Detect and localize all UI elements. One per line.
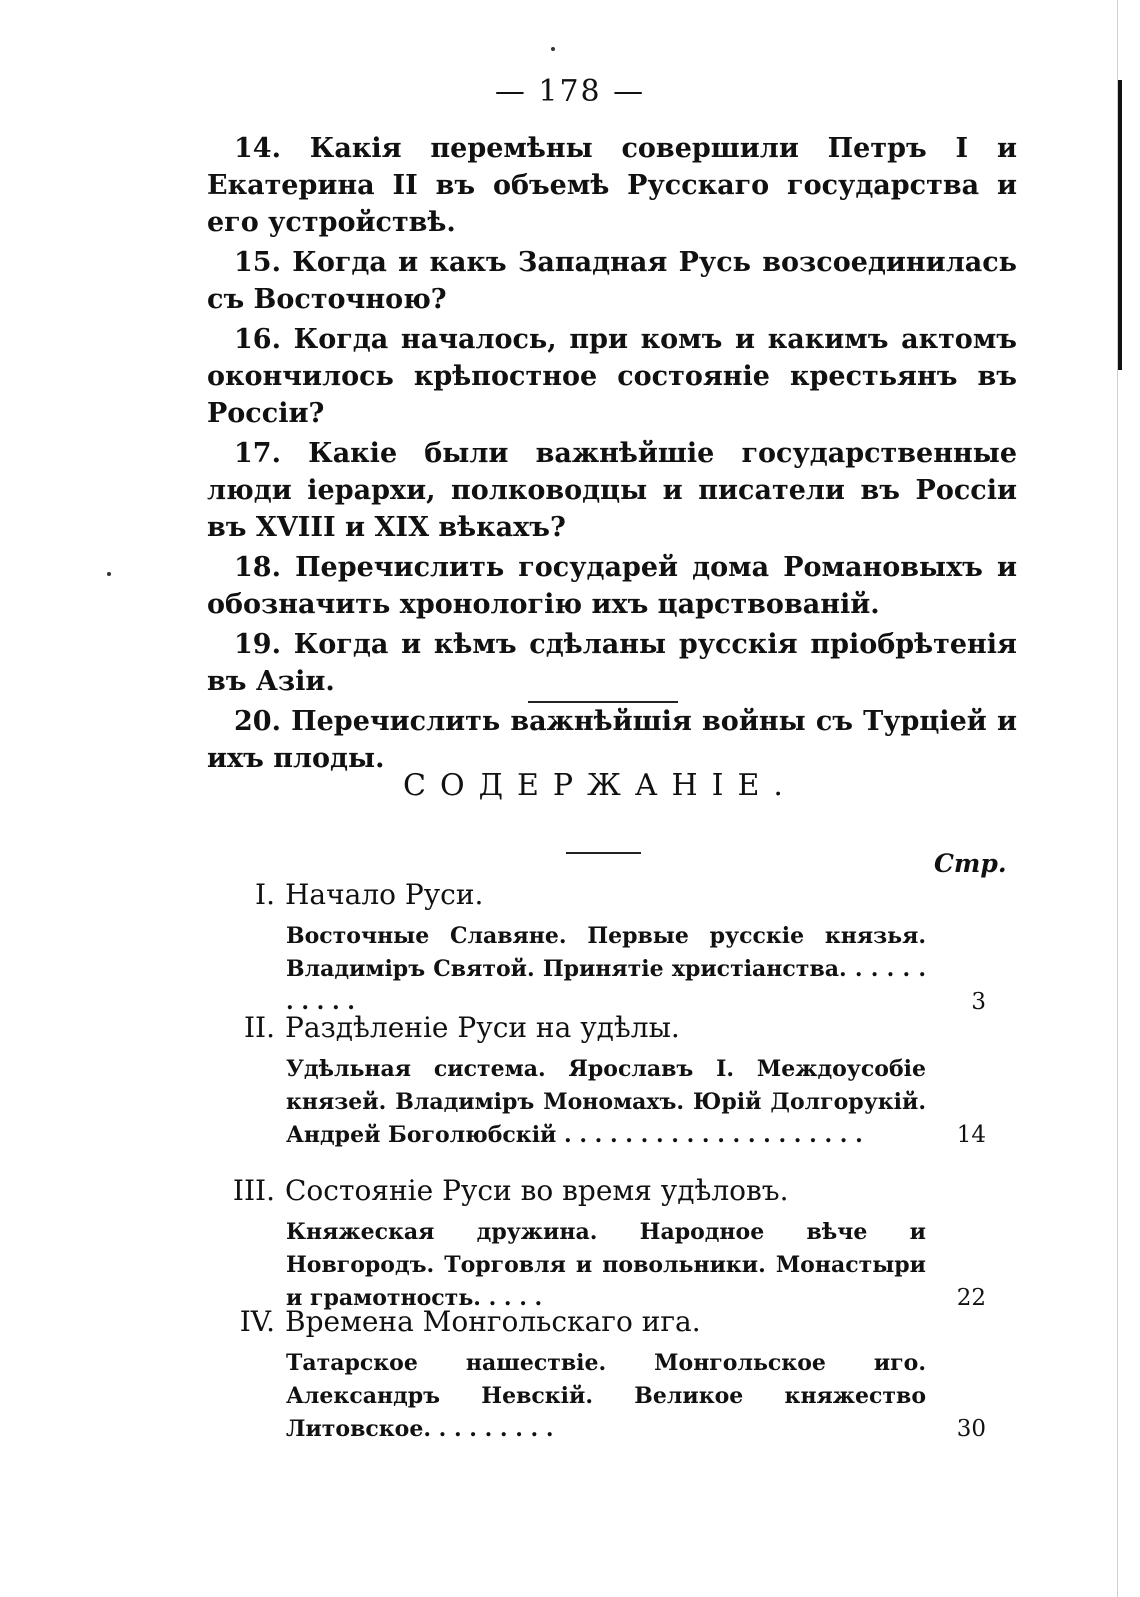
toc-entry-title (200, 1009, 990, 1047)
toc-entry-subtitle (286, 1347, 986, 1446)
question-15: 15. Когда и какъ Западная Русь возсоединилась съ Восточною? (207, 247, 1017, 315)
toc-entry-subtitle-text: Татарское нашествіе. Монгольское иго. Александръ Невскій. Великое княжество Литовское. . . . . . . . . (286, 1350, 926, 1442)
toc-entry-numeral: II. (243, 1011, 275, 1044)
speck (107, 572, 111, 576)
toc-entry-page: 22 (956, 1285, 986, 1311)
toc-entry-numeral: III. (232, 1174, 275, 1207)
toc-entry-title (200, 876, 990, 914)
toc-entry-numeral: I. (255, 878, 275, 911)
toc-entry-1 (200, 876, 990, 1019)
toc-entry-numeral: IV. (239, 1305, 275, 1338)
toc-entry-subtitle-text: Восточные Славяне. Первые русскіе князья. Владиміръ Святой. Принятіе христіанства. . . . . . . . . . . (286, 923, 926, 1015)
question-17: 17. Какіе были важнѣйшіе государственные люди іерархи, полководцы и писатели въ Россіи въ XVIII и XIX вѣкахъ? (207, 438, 1017, 543)
toc-entry-title (200, 1172, 990, 1210)
toc-entry-subtitle-text: Княжеская дружина. Народное вѣче и Новгородъ. Торговля и повольники. Монастыри и грамотность. . . . . (286, 1219, 926, 1311)
page-column-label: Стр. (934, 849, 1007, 878)
toc-entry-page: 30 (956, 1416, 986, 1442)
question-18: 18. Перечислить государей дома Романовыхъ и обозначить хронологію ихъ царствованій. (207, 552, 1017, 620)
question-16: 16. Когда началось, при комъ и какимъ актомъ окончилось крѣпостное состояніе крестьянъ въ Россіи? (207, 324, 1017, 429)
page-number: — 178 — (494, 74, 646, 109)
toc-entry-subtitle-text: Удѣльная система. Ярославъ I. Междоусобіе князей. Владиміръ Мономахъ. Юрій Долгорукій. Андрей Боголюбскій . . . . . . . . . . . . . . . . . . . . (286, 1056, 926, 1148)
question-19: 19. Когда и кѣмъ сдѣланы русскія пріобрѣтенія въ Азіи. (207, 629, 1017, 697)
toc-divider (566, 852, 641, 854)
toc-entry-title-text: Времена Монгольскаго ига. (285, 1305, 701, 1338)
toc-entry-subtitle (286, 1216, 986, 1315)
page-edge-mark (1118, 80, 1122, 370)
toc-entry-subtitle (286, 1053, 986, 1152)
toc-entry-title-text: Состояніе Руси во время удѣловъ. (285, 1174, 789, 1207)
toc-entry-page: 3 (971, 989, 986, 1015)
toc-entry-4 (200, 1303, 990, 1446)
section-divider (528, 701, 678, 703)
question-20: 20. Перечислить важнѣйшія войны съ Турціей и ихъ плоды. (207, 706, 1017, 774)
toc-entry-page: 14 (956, 1122, 986, 1148)
toc-entry-subtitle (286, 920, 986, 1019)
toc-entry-2 (200, 1009, 990, 1152)
toc-entry-title (200, 1303, 990, 1341)
toc-entry-3 (200, 1172, 990, 1315)
toc-entry-title-text: Раздѣленіе Руси на удѣлы. (285, 1011, 680, 1044)
question-14: 14. Какія перемѣны совершили Петръ I и Екатерина II въ объемѣ Русскаго государства и его устройствѣ. (207, 133, 1017, 238)
question-list (207, 130, 1017, 780)
speck (551, 47, 555, 51)
toc-heading: СОДЕРЖАНІЕ. (403, 768, 797, 803)
toc-entry-title-text: Начало Руси. (285, 878, 484, 911)
